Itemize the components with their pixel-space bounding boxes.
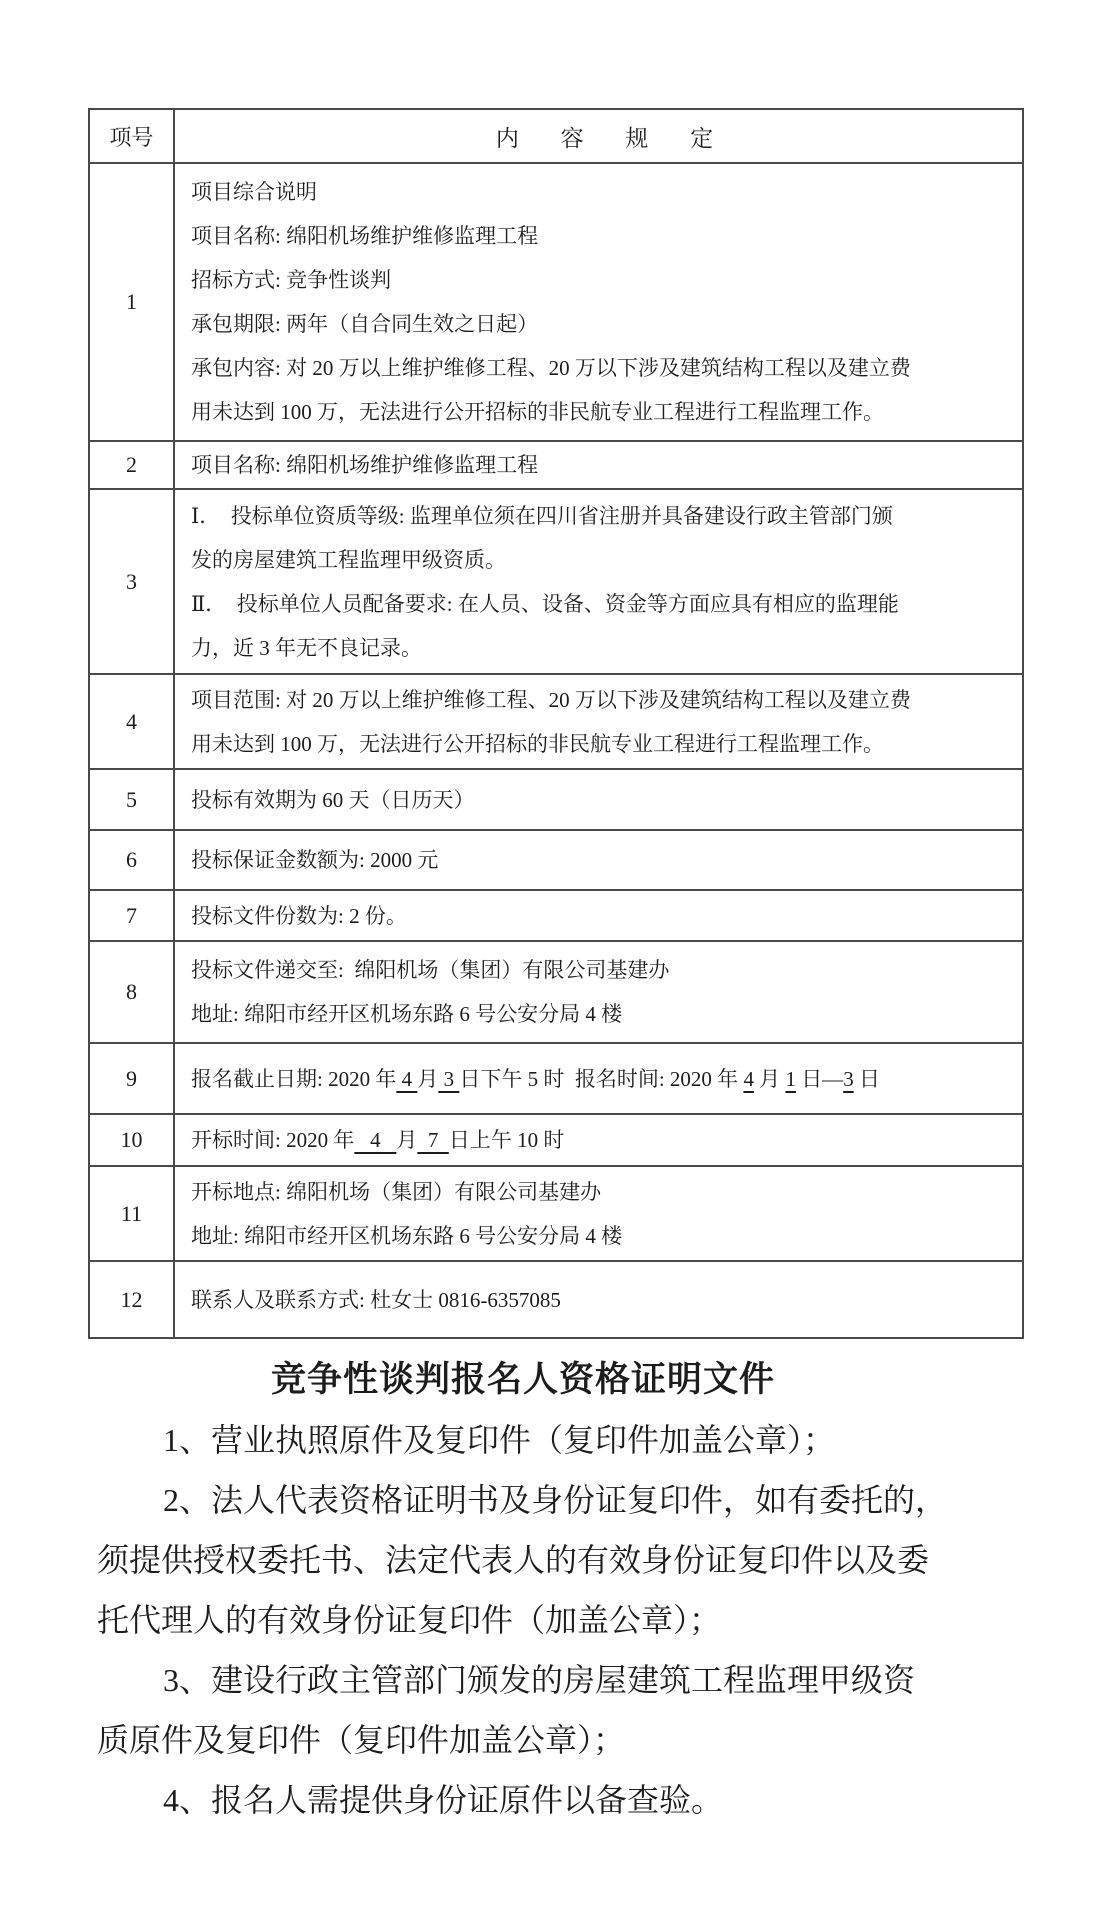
- table-row-7: [90, 891, 1022, 942]
- content-line: [191, 214, 1010, 258]
- row-number: 10: [90, 1115, 175, 1165]
- row-number: 2: [90, 442, 175, 488]
- text-segment: 招标方式: 竞争性谈判: [191, 268, 392, 292]
- content-line: [191, 494, 1010, 538]
- row-content: [175, 1115, 1022, 1165]
- content-line: [191, 778, 1010, 822]
- header-content-spec: 内 容 规 定: [495, 125, 732, 151]
- row-content: [175, 675, 1022, 768]
- content-line: [191, 1278, 1010, 1322]
- row-number: 1: [90, 164, 175, 440]
- tender-info-table: [88, 108, 1024, 1339]
- content-line: [191, 538, 1010, 582]
- text-segment: 用未达到 100 万，无法进行公开招标的非民航专业工程进行工程监理工作。: [191, 400, 884, 424]
- text-segment: 日下午 5 时 报名时间: 2020 年: [459, 1066, 744, 1091]
- header-item-number: 项号: [90, 110, 175, 162]
- underlined-blank-value: 4: [743, 1066, 754, 1091]
- qualification-line: 3、建设行政主管部门颁发的房屋建筑工程监理甲级资: [163, 1662, 916, 1698]
- table-row-12: [90, 1262, 1022, 1337]
- content-line: [191, 948, 1010, 992]
- content-line: [191, 678, 1010, 722]
- row-number: 12: [90, 1262, 175, 1337]
- text-segment: 月: [396, 1128, 418, 1152]
- text-segment: 地址: 绵阳市经开区机场东路 6 号公安分局 4 楼: [191, 1223, 623, 1248]
- section-title: 竞争性谈判报名人资格证明文件: [270, 1360, 775, 1399]
- content-line: [191, 258, 1010, 302]
- content-line: [191, 346, 1010, 390]
- text-segment: 项目名称: 绵阳机场维护维修监理工程: [191, 224, 539, 248]
- content-line: [191, 390, 1010, 434]
- row-number: 3: [90, 490, 175, 673]
- content-line: [191, 838, 1010, 882]
- text-segment: 联系人及联系方式: 杜女士 0816-6357085: [191, 1287, 561, 1312]
- content-line: [191, 992, 1010, 1036]
- qualification-line: 质原件及复印件（复印件加盖公章）；: [97, 1722, 626, 1758]
- text-segment: 开标地点: 绵阳机场（集团）有限公司基建办: [191, 1179, 602, 1204]
- text-segment: 地址: 绵阳市经开区机场东路 6 号公安分局 4 楼: [191, 1002, 623, 1026]
- table-row-8: [90, 942, 1022, 1044]
- content-line: [191, 626, 1010, 670]
- table-body: [90, 164, 1022, 1337]
- text-segment: 承包期限: 两年（自合同生效之日起）: [191, 312, 539, 336]
- text-segment: Ⅱ． 投标单位人员配备要求: 在人员、设备、资金等方面应具有相应的监理能: [191, 591, 899, 616]
- table-row-10: [90, 1115, 1022, 1167]
- table-row-4: [90, 675, 1022, 770]
- table-row-5: [90, 770, 1022, 831]
- text-segment: 日上午 10 时: [448, 1128, 565, 1152]
- text-segment: 月: [417, 1066, 439, 1091]
- qualification-line: 2、法人代表资格证明书及身份证复印件，如有委托的，: [163, 1482, 948, 1518]
- row-content: [175, 1262, 1022, 1337]
- table-row-9: [90, 1044, 1022, 1115]
- content-line: [191, 722, 1010, 766]
- content-line: [191, 302, 1010, 346]
- row-number: 8: [90, 942, 175, 1042]
- row-number: 11: [90, 1167, 175, 1260]
- underlined-blank-value: 3: [438, 1066, 460, 1091]
- content-line: [191, 1214, 1010, 1258]
- table-row-11: [90, 1167, 1022, 1262]
- text-segment: 投标文件递交至: 绵阳机场（集团）有限公司基建办: [191, 958, 670, 982]
- underlined-blank-value: 3: [843, 1066, 854, 1091]
- row-content: [175, 891, 1022, 940]
- row-content: [175, 770, 1022, 829]
- text-segment: 日—: [795, 1066, 844, 1091]
- underlined-blank-value: 7: [417, 1128, 449, 1152]
- qualification-line: 须提供授权委托书、法定代表人的有效身份证复印件以及委: [97, 1542, 930, 1578]
- table-row-1: [90, 164, 1022, 442]
- underlined-blank-value: 4: [396, 1066, 418, 1091]
- content-line: [191, 582, 1010, 626]
- text-segment: 项目综合说明: [191, 180, 317, 204]
- row-content: [175, 164, 1022, 440]
- table-row-6: [90, 831, 1022, 891]
- table-row-2: [90, 442, 1022, 490]
- text-segment: 月: [753, 1066, 786, 1091]
- underlined-blank-value: 4: [354, 1128, 397, 1152]
- text-segment: 投标有效期为 60 天（日历天）: [191, 787, 475, 812]
- text-segment: 开标时间: 2020 年: [191, 1128, 355, 1152]
- text-segment: 报名截止日期: 2020 年: [191, 1066, 397, 1091]
- text-segment: 项目范围: 对 20 万以上维护维修工程、20 万以下涉及建筑结构工程以及建立费: [191, 687, 911, 712]
- qualification-list: [97, 1410, 997, 1830]
- row-number: 9: [90, 1044, 175, 1113]
- content-line: [191, 170, 1010, 214]
- content-line: [191, 1057, 1010, 1101]
- underlined-blank-value: 1: [785, 1066, 796, 1091]
- text-segment: 投标保证金数额为: 2000 元: [191, 848, 439, 872]
- content-line: [191, 443, 1010, 487]
- text-segment: 用未达到 100 万，无法进行公开招标的非民航专业工程进行工程监理工作。: [191, 731, 884, 756]
- row-number: 6: [90, 831, 175, 889]
- text-segment: 项目名称: 绵阳机场维护维修监理工程: [191, 453, 539, 477]
- row-number: 5: [90, 770, 175, 829]
- text-segment: 投标文件份数为: 2 份。: [191, 903, 407, 928]
- table-row-3: [90, 490, 1022, 675]
- text-segment: Ⅰ． 投标单位资质等级: 监理单位须在四川省注册并具备建设行政主管部门颁: [191, 503, 893, 528]
- text-segment: 承包内容: 对 20 万以上维护维修工程、20 万以下涉及建筑结构工程以及建立费: [191, 356, 911, 380]
- qualification-line: 托代理人的有效身份证复印件（加盖公章）；: [97, 1602, 722, 1638]
- qualification-line: 1、营业执照原件及复印件（复印件加盖公章）；: [163, 1422, 836, 1458]
- content-line: [191, 1118, 1010, 1162]
- text-segment: 力，近 3 年无不良记录。: [191, 635, 422, 660]
- row-content: [175, 1167, 1022, 1260]
- row-number: 7: [90, 891, 175, 940]
- content-line: [191, 894, 1010, 938]
- row-content: [175, 831, 1022, 889]
- row-content: [175, 1044, 1022, 1113]
- table-header-row: [90, 110, 1022, 164]
- row-content: [175, 490, 1022, 673]
- row-content: [175, 442, 1022, 488]
- row-number: 4: [90, 675, 175, 768]
- text-segment: 发的房屋建筑工程监理甲级资质。: [191, 547, 506, 572]
- qualification-line: 4、报名人需提供身份证原件以备查验。: [163, 1782, 724, 1818]
- row-content: [175, 942, 1022, 1042]
- content-line: [191, 1170, 1010, 1214]
- text-segment: 日: [853, 1066, 880, 1091]
